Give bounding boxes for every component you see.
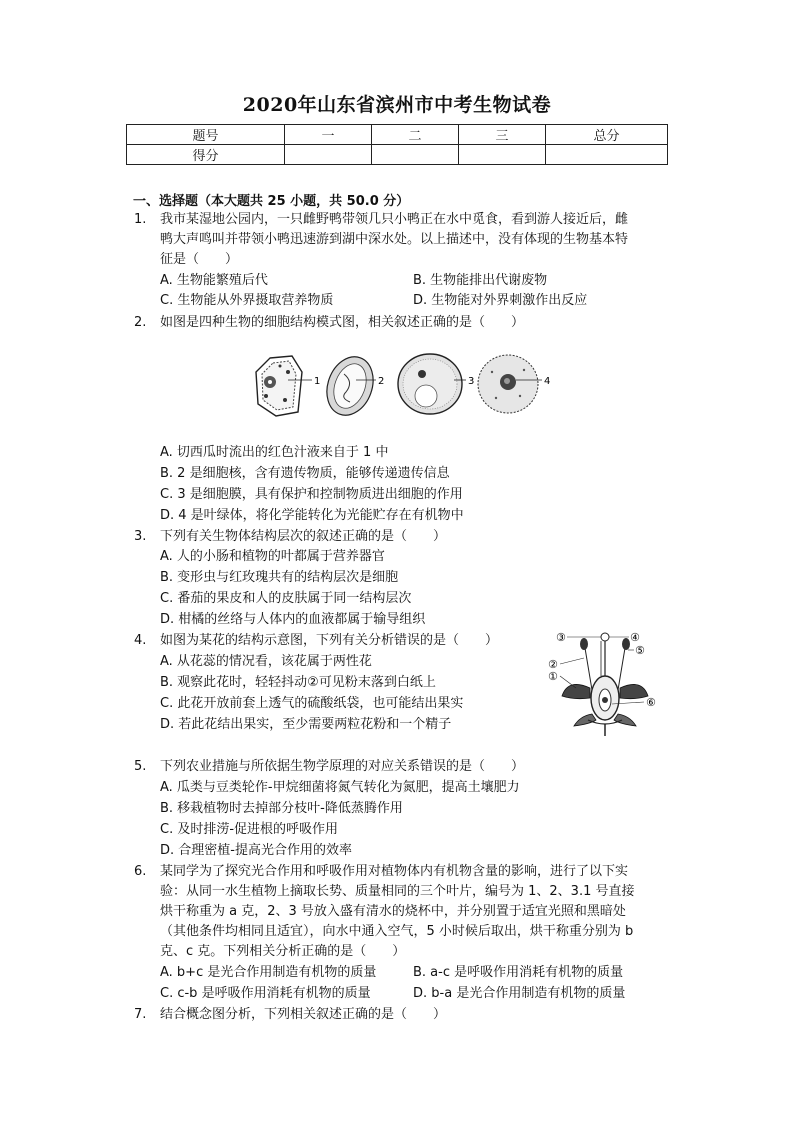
option-d: D. 合理密植-提高光合作用的效率: [160, 843, 352, 858]
option-c: C. 番茄的果皮和人的皮肤属于同一结构层次: [160, 591, 412, 606]
score-table: [126, 124, 668, 165]
option-b: B. 移栽植物时去掉部分枝叶-降低蒸腾作用: [160, 801, 403, 816]
yeast-cell-diagram: [398, 354, 474, 414]
question-text: （其他条件均相同且适宜），向水中通入空气，5 小时候后取出，烘干称重分别为 b: [160, 924, 634, 939]
plant-cell-diagram: [256, 356, 320, 416]
question-text: 结合概念图分析，下列相关叙述正确的是（ ）: [160, 1007, 447, 1022]
question-text: 验：从同一水生植物上摘取长势、质量相同的三个叶片，编号为 1、2、3.1 号直接: [160, 884, 635, 899]
option-b: B. a-c 是呼吸作用消耗有机物的质量: [413, 965, 624, 980]
question-number: 1.: [134, 212, 147, 227]
question-text: 某同学为了探究光合作用和呼吸作用对植物体内有机物含量的影响，进行了以下实: [160, 864, 629, 879]
figure-label-2: 2: [378, 376, 385, 387]
option-c: C. c-b 是呼吸作用消耗有机物的质量: [160, 986, 371, 1001]
score-header-cell: 一: [285, 125, 372, 145]
option-d: D. 生物能对外界刺激作出反应: [413, 293, 588, 308]
score-cell[interactable]: [546, 145, 668, 165]
option-a: A. 生物能繁殖后代: [160, 273, 268, 288]
question-text: 如图是四种生物的细胞结构模式图，相关叙述正确的是（ ）: [160, 315, 525, 330]
option-d: D. 若此花结出果实，至少需要两粒花粉和一个精子: [160, 717, 452, 732]
question-number: 6.: [134, 864, 147, 879]
score-header-cell: 三: [459, 125, 546, 145]
option-a: A. b+c 是光合作用制造有机物的质量: [160, 965, 377, 980]
score-cell[interactable]: [285, 145, 372, 165]
option-b: B. 生物能排出代谢废物: [413, 273, 548, 288]
cell-structure-figure: [240, 352, 580, 422]
animal-cell-diagram: [478, 355, 550, 413]
question-number: 7.: [134, 1007, 147, 1022]
figure-label-4: 4: [544, 376, 551, 387]
option-b: B. 变形虫与红玫瑰共有的结构层次是细胞: [160, 570, 399, 585]
flower-label-1: ①: [548, 670, 558, 683]
option-b: B. 2 是细胞核，含有遗传物质，能够传递遗传信息: [160, 466, 450, 481]
question-text: 鸭大声鸣叫并带领小鸭迅速游到湖中深水处。以上描述中，没有体现的生物基本特: [160, 232, 629, 247]
score-row-label: 得分: [127, 145, 285, 165]
option-c: C. 3 是细胞膜，具有保护和控制物质进出细胞的作用: [160, 487, 463, 502]
question-text: 下列有关生物体结构层次的叙述正确的是（ ）: [160, 529, 447, 544]
page-title: 2020年山东省滨州市中考生物试卷: [242, 94, 552, 116]
score-cell[interactable]: [459, 145, 546, 165]
question-text: 下列农业措施与所依据生物学原理的对应关系错误的是（ ）: [160, 759, 525, 774]
option-a: A. 瓜类与豆类轮作-甲烷细菌将氮气转化为氮肥，提高土壤肥力: [160, 780, 520, 795]
flower-label-2: ②: [548, 658, 558, 671]
option-a: A. 人的小肠和植物的叶都属于营养器官: [160, 549, 385, 564]
flower-label-3: ③: [556, 631, 566, 644]
option-a: A. 切西瓜时流出的红色汁液来自于 1 中: [160, 445, 389, 460]
score-cell[interactable]: [372, 145, 459, 165]
flower-label-5: ⑤: [635, 644, 645, 657]
flower-label-6: ⑥: [646, 696, 656, 709]
question-text: 征是（ ）: [160, 252, 239, 267]
figure-label-1: 1: [314, 376, 321, 387]
option-c: C. 生物能从外界摄取营养物质: [160, 293, 334, 308]
score-header-cell: 二: [372, 125, 459, 145]
option-b: B. 观察此花时，轻轻抖动②可见粉末落到白纸上: [160, 675, 436, 690]
question-text: 克、c 克。下列相关分析正确的是（ ）: [160, 944, 406, 959]
option-d: D. b-a 是光合作用制造有机物的质量: [413, 986, 626, 1001]
score-header-cell: 总分: [546, 125, 668, 145]
question-number: 4.: [134, 633, 147, 648]
figure-label-3: 3: [468, 376, 475, 387]
section-title: 一、选择题（本大题共 25 小题，共 50.0 分）: [133, 194, 410, 209]
option-d: D. 4 是叶绿体，将化学能转化为光能贮存在有机物中: [160, 508, 464, 523]
question-text: 如图为某花的结构示意图，下列有关分析错误的是（ ）: [160, 633, 499, 648]
option-d: D. 柑橘的丝络与人体内的血液都属于输导组织: [160, 612, 426, 627]
option-a: A. 从花蕊的情况看，该花属于两性花: [160, 654, 372, 669]
score-table-header-row: [127, 125, 668, 145]
question-number: 5.: [134, 759, 147, 774]
score-header-cell: 题号: [127, 125, 285, 145]
flower-label-4: ④: [630, 631, 640, 644]
option-c: C. 此花开放前套上透气的硫酸纸袋，也可能结出果实: [160, 696, 464, 711]
option-c: C. 及时排涝-促进根的呼吸作用: [160, 822, 339, 837]
question-text: 我市某湿地公园内，一只雌野鸭带领几只小鸭正在水中觅食，看到游人接近后，雌: [160, 212, 629, 227]
question-number: 3.: [134, 529, 147, 544]
question-number: 2.: [134, 315, 147, 330]
question-text: 烘干称重为 a 克，2、3 号放入盛有清水的烧杯中，并分别置于适宜光照和黑暗处: [160, 904, 626, 919]
bacterium-diagram: [319, 350, 384, 421]
score-table-score-row: [127, 145, 668, 165]
flower-structure-figure: [540, 628, 670, 738]
